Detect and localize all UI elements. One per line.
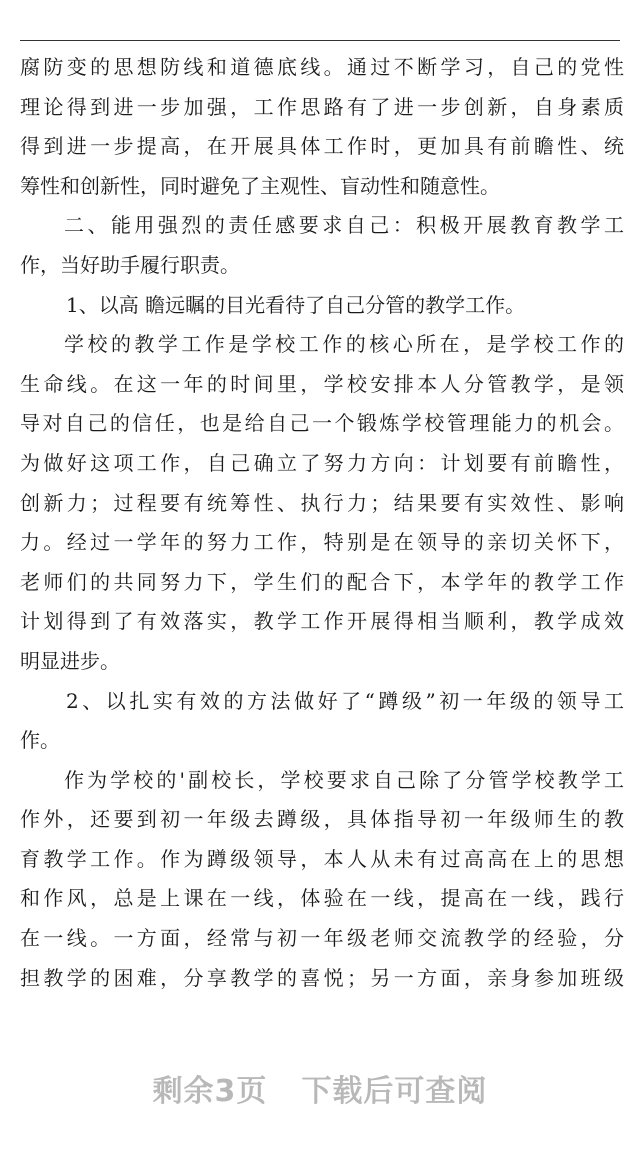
text-line: 在一线。一方面，经常与初一年级老师交流教学的经验，分: [20, 926, 624, 951]
text-line: 老师们的共同努力下，学生们的配合下，本学年的教学工作: [20, 569, 624, 594]
section-heading-line: 作，当好助手履行职责。: [20, 252, 240, 277]
text-line: 导对自己的信任，也是给自己一个锻炼学校管理能力的机会。: [20, 411, 624, 436]
text-line: 担教学的困难，分享教学的喜悦；另一方面，亲身参加班级: [20, 965, 624, 990]
text-line: 力。经过一学年的努力工作，特别是在领导的亲切关怀下，: [20, 530, 624, 555]
text-line: 和作风，总是上课在一线，体验在一线，提高在一线，践行: [20, 886, 624, 911]
subheading-line: 1、以高 瞻远瞩的目光看待了自己分管的教学工作。: [66, 292, 526, 317]
text-line: 生命线。在这一年的时间里，学校安排本人分管教学，是领: [20, 371, 624, 396]
text-line: 为做好这项工作，自己确立了努力方向：计划要有前瞻性，: [20, 450, 624, 475]
header-rule: [20, 40, 620, 41]
download-banner[interactable]: [0, 1066, 640, 1110]
text-line: 作为学校的'副校长，学校要求自己除了分管学校教学工: [64, 767, 624, 792]
download-to-view-label[interactable]: 下载后可查阅: [301, 1074, 488, 1109]
text-line: 学校的教学工作是学校工作的核心所在，是学校工作的: [64, 332, 624, 357]
section-heading-line: 二、能用强烈的责任感要求自己：积极开展教育教学工: [64, 213, 624, 238]
text-line: 筹性和创新性，同时避免了主观性、盲动性和随意性。: [20, 173, 500, 198]
text-line: 育教学工作。作为蹲级领导，本人从未有过高高在上的思想: [20, 846, 624, 871]
text-line: 作外，还要到初一年级去蹲级，具体指导初一年级师生的教: [20, 807, 624, 832]
text-line: 腐防变的思想防线和道德底线。通过不断学习，自己的党性: [20, 55, 624, 79]
subheading-line: 2、以扎实有效的方法做好了“蹲级”初一年级的领导工: [66, 688, 624, 713]
text-line: 明显进步。: [20, 648, 120, 673]
remaining-pages-label: 剩余3页: [152, 1074, 268, 1109]
text-line: 理论得到进一步加强，工作思路有了进一步创新，自身素质: [20, 94, 624, 119]
text-line: 得到进一步提高，在开展具体工作时，更加具有前瞻性、统: [20, 134, 624, 159]
text-line: 计划得到了有效落实，教学工作开展得相当顺利，教学成效: [20, 609, 624, 634]
document-body: [20, 48, 624, 998]
text-line: 创新力；过程要有统筹性、执行力；结果要有实效性、影响: [20, 490, 624, 515]
subheading-line: 作。: [20, 728, 60, 753]
